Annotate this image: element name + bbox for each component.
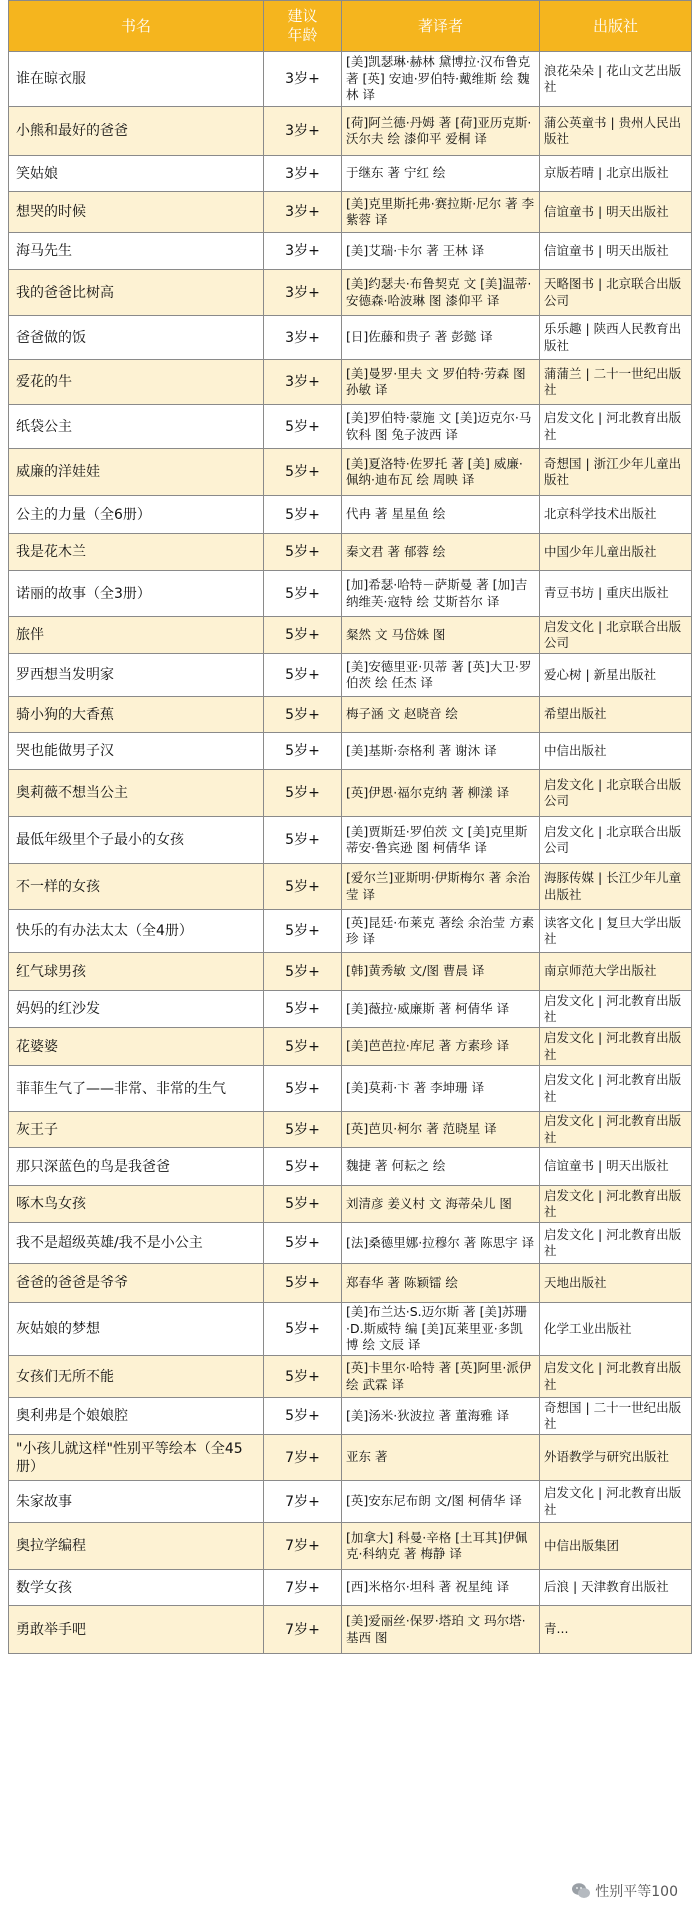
book-title-cell: 威廉的洋娃娃 (9, 449, 264, 496)
book-title-cell: 我的爸爸比树高 (9, 270, 264, 316)
publisher-cell: 奇想国 | 二十一世纪出版社 (540, 1398, 692, 1435)
age-cell: 5岁+ (264, 1028, 342, 1066)
translator-cell: [加拿大] 科曼·辛格 [土耳其]伊佩克·科纳克 著 梅静 译 (342, 1523, 540, 1570)
table-row (9, 1186, 692, 1223)
book-title-cell: 女孩们无所不能 (9, 1356, 264, 1398)
book-list-table (8, 0, 692, 1654)
book-title-cell: 红气球男孩 (9, 953, 264, 991)
header-publisher: 出版社 (540, 1, 692, 52)
age-cell: 5岁+ (264, 1398, 342, 1435)
book-title-cell: 海马先生 (9, 233, 264, 270)
book-title-cell: 想哭的时候 (9, 192, 264, 233)
age-cell: 5岁+ (264, 1112, 342, 1148)
table-row (9, 1028, 692, 1066)
table-row (9, 270, 692, 316)
table-row (9, 864, 692, 910)
publisher-cell: 启发文化 | 河北教育出版社 (540, 1481, 692, 1523)
age-cell: 5岁+ (264, 733, 342, 770)
translator-cell: [美]基斯·奈格利 著 谢沐 译 (342, 733, 540, 770)
translator-cell: [美]曼罗·里夫 文 罗伯特·劳森 图 孙敏 译 (342, 360, 540, 405)
table-row (9, 449, 692, 496)
translator-cell: 梅子涵 文 赵晓音 绘 (342, 697, 540, 733)
publisher-cell: 启发文化 | 河北教育出版社 (540, 1356, 692, 1398)
translator-cell: [日]佐藤和贵子 著 彭懿 译 (342, 316, 540, 360)
publisher-cell: 启发文化 | 北京联合出版公司 (540, 817, 692, 864)
age-cell: 3岁+ (264, 156, 342, 192)
book-title-cell: 菲菲生气了——非常、非常的生气 (9, 1066, 264, 1112)
publisher-cell: 信谊童书 | 明天出版社 (540, 1148, 692, 1186)
table-row (9, 156, 692, 192)
publisher-cell: 启发文化 | 河北教育出版社 (540, 1028, 692, 1066)
book-title-cell: 那只深蓝色的鸟是我爸爸 (9, 1148, 264, 1186)
translator-cell: [美]莫莉·卞 著 李坤珊 译 (342, 1066, 540, 1112)
age-cell: 5岁+ (264, 864, 342, 910)
translator-cell: [美]贾斯廷·罗伯茨 文 [美]克里斯蒂安·鲁宾逊 图 柯倩华 译 (342, 817, 540, 864)
publisher-cell: 外语教学与研究出版社 (540, 1435, 692, 1481)
age-cell: 7岁+ (264, 1435, 342, 1481)
table-row (9, 360, 692, 405)
table-row (9, 1606, 692, 1654)
book-title-cell: 灰王子 (9, 1112, 264, 1148)
publisher-cell: 奇想国 | 浙江少年儿童出版社 (540, 449, 692, 496)
table-row (9, 496, 692, 534)
header-translator: 著译者 (342, 1, 540, 52)
table-body (9, 52, 692, 1654)
age-cell: 7岁+ (264, 1606, 342, 1654)
age-cell: 5岁+ (264, 1264, 342, 1303)
age-cell: 5岁+ (264, 534, 342, 571)
table-row (9, 770, 692, 817)
translator-cell: [美]夏洛特·佐罗托 著 [美] 威廉·佩纳·迪布瓦 绘 周映 译 (342, 449, 540, 496)
table-row (9, 1570, 692, 1606)
book-title-cell: 不一样的女孩 (9, 864, 264, 910)
translator-cell: 魏捷 著 何耘之 绘 (342, 1148, 540, 1186)
age-cell: 5岁+ (264, 405, 342, 449)
age-cell: 3岁+ (264, 233, 342, 270)
book-title-cell: 花婆婆 (9, 1028, 264, 1066)
age-cell: 5岁+ (264, 1223, 342, 1264)
translator-cell: [英]安东尼布朗 文/图 柯倩华 译 (342, 1481, 540, 1523)
book-title-cell: 最低年级里个子最小的女孩 (9, 817, 264, 864)
book-title-cell: 笑姑娘 (9, 156, 264, 192)
age-cell: 5岁+ (264, 1066, 342, 1112)
age-cell: 5岁+ (264, 770, 342, 817)
book-title-cell: 爸爸做的饭 (9, 316, 264, 360)
table-row (9, 107, 692, 156)
translator-cell: [美]约瑟夫·布鲁契克 文 [美]温蒂·安德森·哈波琳 图 漆仰平 译 (342, 270, 540, 316)
publisher-cell: 启发文化 | 北京联合出版公司 (540, 770, 692, 817)
age-cell: 5岁+ (264, 449, 342, 496)
age-cell: 5岁+ (264, 1356, 342, 1398)
publisher-cell: 青豆书坊 | 重庆出版社 (540, 571, 692, 617)
book-title-cell: 奥利弗是个娘娘腔 (9, 1398, 264, 1435)
table-row (9, 1398, 692, 1435)
book-title-cell: 公主的力量（全6册） (9, 496, 264, 534)
publisher-cell: 蒲蒲兰 | 二十一世纪出版社 (540, 360, 692, 405)
translator-cell: [荷]阿兰德·丹姆 著 [荷]亚历克斯·沃尔夫 绘 漆仰平 爱桐 译 (342, 107, 540, 156)
header-age: 建议 年龄 (264, 1, 342, 52)
age-cell: 5岁+ (264, 1148, 342, 1186)
age-cell: 5岁+ (264, 1303, 342, 1356)
table-row (9, 534, 692, 571)
translator-cell: 于继东 著 宁红 绘 (342, 156, 540, 192)
book-title-cell: 爱花的牛 (9, 360, 264, 405)
publisher-cell: 北京科学技术出版社 (540, 496, 692, 534)
age-cell: 5岁+ (264, 1186, 342, 1223)
translator-cell: 代冉 著 星星鱼 绘 (342, 496, 540, 534)
age-cell: 3岁+ (264, 192, 342, 233)
book-title-cell: 灰姑娘的梦想 (9, 1303, 264, 1356)
book-title-cell: 小熊和最好的爸爸 (9, 107, 264, 156)
publisher-cell: 启发文化 | 河北教育出版社 (540, 991, 692, 1028)
translator-cell: [英]卡里尔·哈特 著 [英]阿里·派伊 绘 武霖 译 (342, 1356, 540, 1398)
publisher-cell: 爱心树 | 新星出版社 (540, 654, 692, 697)
book-title-cell: 朱家故事 (9, 1481, 264, 1523)
translator-cell: [加]希瑟·哈特－萨斯曼 著 [加]吉纳维芙·寇特 绘 艾斯苔尔 译 (342, 571, 540, 617)
table-row (9, 1303, 692, 1356)
publisher-cell: 天略图书 | 北京联合出版公司 (540, 270, 692, 316)
book-title-cell: 我是花木兰 (9, 534, 264, 571)
book-title-cell: 奥拉学编程 (9, 1523, 264, 1570)
translator-cell: 刘清彦 姜义村 文 海蒂朵儿 图 (342, 1186, 540, 1223)
table-row (9, 52, 692, 107)
translator-cell: [英]昆廷·布莱克 著绘 余治莹 方素珍 译 (342, 910, 540, 953)
translator-cell: [英]芭贝·柯尔 著 范晓星 译 (342, 1112, 540, 1148)
wechat-icon (571, 1881, 591, 1901)
book-title-cell: 妈妈的红沙发 (9, 991, 264, 1028)
publisher-cell: 京版若晴 | 北京出版社 (540, 156, 692, 192)
book-title-cell: 旅伴 (9, 617, 264, 654)
publisher-cell: 读客文化 | 复旦大学出版社 (540, 910, 692, 953)
publisher-cell: 蒲公英童书 | 贵州人民出版社 (540, 107, 692, 156)
book-title-cell: 哭也能做男子汉 (9, 733, 264, 770)
age-cell: 3岁+ (264, 107, 342, 156)
translator-cell: 粲然 文 马岱姝 图 (342, 617, 540, 654)
publisher-cell: 信谊童书 | 明天出版社 (540, 192, 692, 233)
age-cell: 7岁+ (264, 1481, 342, 1523)
age-cell: 5岁+ (264, 910, 342, 953)
table-row (9, 1148, 692, 1186)
publisher-cell: 中信出版社 (540, 733, 692, 770)
table-header-row (9, 1, 692, 52)
book-title-cell: 奥莉薇不想当公主 (9, 770, 264, 817)
table-row (9, 316, 692, 360)
book-title-cell: "小孩儿就这样"性别平等绘本（全45册） (9, 1435, 264, 1481)
age-cell: 5岁+ (264, 617, 342, 654)
table-row (9, 697, 692, 733)
table-row (9, 953, 692, 991)
translator-cell: 郑春华 著 陈颖镭 绘 (342, 1264, 540, 1303)
translator-cell: [法]桑德里娜·拉穆尔 著 陈思宇 译 (342, 1223, 540, 1264)
book-title-cell: 数学女孩 (9, 1570, 264, 1606)
table-row (9, 1112, 692, 1148)
table-row (9, 817, 692, 864)
header-title: 书名 (9, 1, 264, 52)
publisher-cell: 乐乐趣 | 陕西人民教育出版社 (540, 316, 692, 360)
translator-cell: 秦文君 著 郁蓉 绘 (342, 534, 540, 571)
age-cell: 5岁+ (264, 953, 342, 991)
translator-cell: [美]罗伯特·蒙施 文 [美]迈克尔·马钦科 图 兔子波西 译 (342, 405, 540, 449)
book-title-cell: 谁在晾衣服 (9, 52, 264, 107)
translator-cell: [西]米格尔·坦科 著 祝星纯 译 (342, 1570, 540, 1606)
publisher-cell: 启发文化 | 河北教育出版社 (540, 1112, 692, 1148)
book-title-cell: 罗西想当发明家 (9, 654, 264, 697)
table-row (9, 233, 692, 270)
publisher-cell: 希望出版社 (540, 697, 692, 733)
table-row (9, 1264, 692, 1303)
translator-cell: [美]汤米·狄波拉 著 董海雅 译 (342, 1398, 540, 1435)
watermark (567, 1879, 682, 1903)
table-row (9, 654, 692, 697)
table-row (9, 910, 692, 953)
table-row (9, 991, 692, 1028)
watermark-text: 性别平等100 (595, 1884, 678, 1900)
age-cell: 5岁+ (264, 571, 342, 617)
translator-cell: [美]爱丽丝·保罗·塔珀 文 玛尔塔·基西 图 (342, 1606, 540, 1654)
book-title-cell: 我不是超级英雄/我不是小公主 (9, 1223, 264, 1264)
age-cell: 7岁+ (264, 1570, 342, 1606)
publisher-cell: 青... (540, 1606, 692, 1654)
translator-cell: [美]安德里亚·贝蒂 著 [英]大卫·罗伯茨 绘 任杰 译 (342, 654, 540, 697)
age-cell: 7岁+ (264, 1523, 342, 1570)
age-cell: 5岁+ (264, 496, 342, 534)
book-title-cell: 爸爸的爸爸是爷爷 (9, 1264, 264, 1303)
translator-cell: [美]芭芭拉·库尼 著 方素珍 译 (342, 1028, 540, 1066)
publisher-cell: 天地出版社 (540, 1264, 692, 1303)
book-title-cell: 啄木鸟女孩 (9, 1186, 264, 1223)
book-title-cell: 纸袋公主 (9, 405, 264, 449)
age-cell: 3岁+ (264, 52, 342, 107)
age-cell: 5岁+ (264, 654, 342, 697)
book-title-cell: 诺丽的故事（全3册） (9, 571, 264, 617)
publisher-cell: 信谊童书 | 明天出版社 (540, 233, 692, 270)
table-row (9, 405, 692, 449)
publisher-cell: 启发文化 | 河北教育出版社 (540, 1066, 692, 1112)
publisher-cell: 启发文化 | 河北教育出版社 (540, 405, 692, 449)
translator-cell: 亚东 著 (342, 1435, 540, 1481)
table-row (9, 192, 692, 233)
translator-cell: [美]艾瑞·卡尔 著 王林 译 (342, 233, 540, 270)
table-row (9, 1435, 692, 1481)
table-row (9, 1356, 692, 1398)
publisher-cell: 后浪 | 天津教育出版社 (540, 1570, 692, 1606)
table-row (9, 1523, 692, 1570)
publisher-cell: 中信出版集团 (540, 1523, 692, 1570)
publisher-cell: 南京师范大学出版社 (540, 953, 692, 991)
publisher-cell: 海豚传媒 | 长江少年儿童出版社 (540, 864, 692, 910)
book-list-table-wrapper (8, 0, 691, 1654)
table-row (9, 733, 692, 770)
book-title-cell: 勇敢举手吧 (9, 1606, 264, 1654)
translator-cell: [韩]黄秀敏 文/图 曹晨 译 (342, 953, 540, 991)
age-cell: 3岁+ (264, 360, 342, 405)
table-row (9, 1066, 692, 1112)
age-cell: 5岁+ (264, 817, 342, 864)
translator-cell: [美]薇拉·威廉斯 著 柯倩华 译 (342, 991, 540, 1028)
publisher-cell: 启发文化 | 河北教育出版社 (540, 1186, 692, 1223)
table-row (9, 1481, 692, 1523)
translator-cell: [美]布兰达·S.迈尔斯 著 [美]苏珊·D.斯威特 编 [美]瓦莱里亚·多凯博 绘 文辰 译 (342, 1303, 540, 1356)
translator-cell: [英]伊恩·福尔克纳 著 柳漾 译 (342, 770, 540, 817)
translator-cell: [美]克里斯托弗·赛拉斯·尼尔 著 李紫蓉 译 (342, 192, 540, 233)
publisher-cell: 化学工业出版社 (540, 1303, 692, 1356)
book-title-cell: 快乐的有办法太太（全4册） (9, 910, 264, 953)
age-cell: 5岁+ (264, 991, 342, 1028)
publisher-cell: 启发文化 | 北京联合出版公司 (540, 617, 692, 654)
translator-cell: [美]凯瑟琳·赫林 黛博拉·汉布鲁克 著 [英] 安迪·罗伯特·戴维斯 绘 魏林 译 (342, 52, 540, 107)
publisher-cell: 中国少年儿童出版社 (540, 534, 692, 571)
table-row (9, 617, 692, 654)
publisher-cell: 浪花朵朵 | 花山文艺出版社 (540, 52, 692, 107)
book-title-cell: 骑小狗的大香蕉 (9, 697, 264, 733)
age-cell: 3岁+ (264, 316, 342, 360)
publisher-cell: 启发文化 | 河北教育出版社 (540, 1223, 692, 1264)
table-row (9, 1223, 692, 1264)
age-cell: 5岁+ (264, 697, 342, 733)
translator-cell: [爱尔兰]亚斯明·伊斯梅尔 著 余治莹 译 (342, 864, 540, 910)
age-cell: 3岁+ (264, 270, 342, 316)
table-row (9, 571, 692, 617)
